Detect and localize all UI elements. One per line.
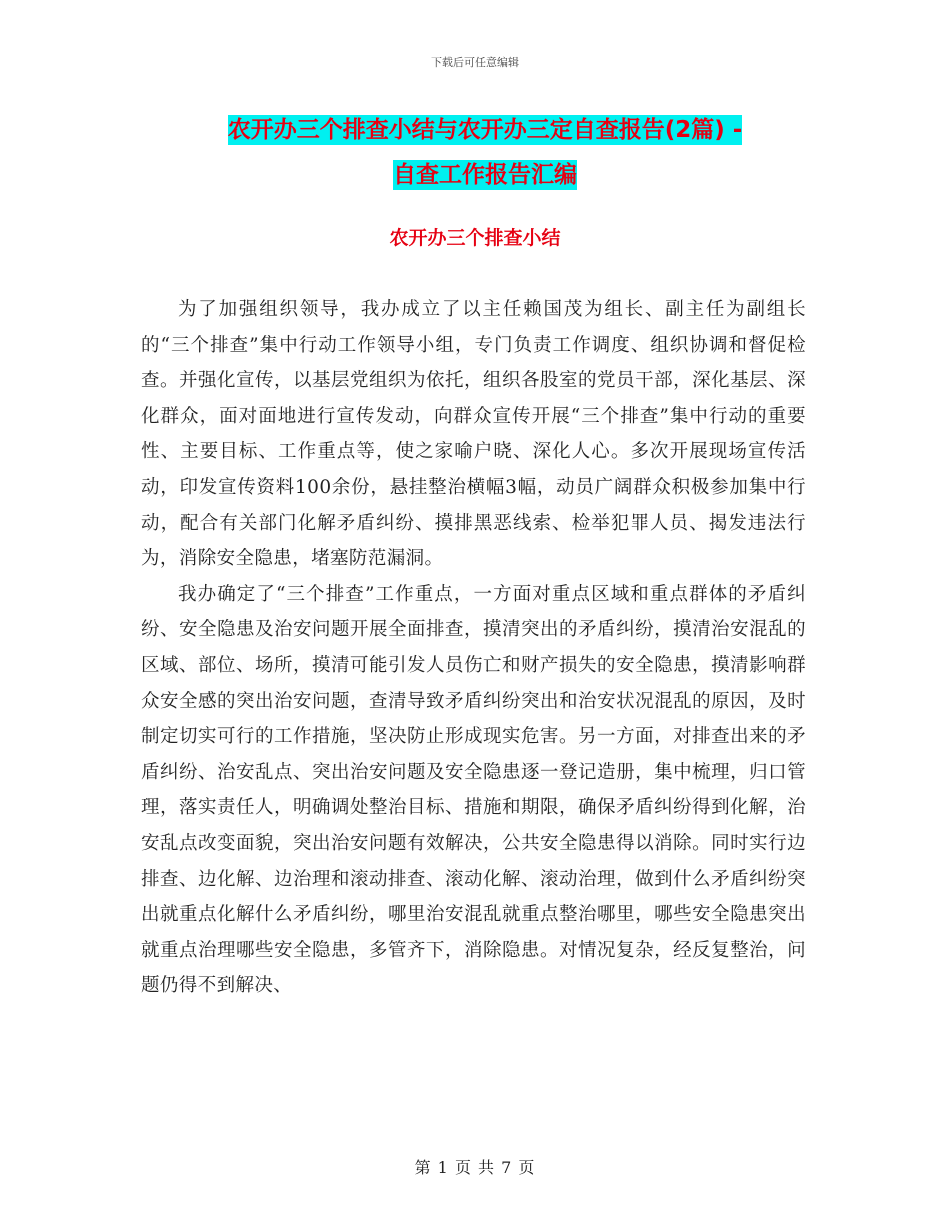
page-number-footer: 第 1 页 共 7 页: [414, 1158, 536, 1177]
body-paragraph-2: 我办确定了“三个排查”工作重点，一方面对重点区域和重点群体的矛盾纠纷、安全隐患及治安问题开展全面排查，摸清突出的矛盾纠纷，摸清治安混乱的区域、部位、场所，摸清可能引发人员伤亡和财产损失的安全隐患，摸清影响群众安全感的突出治安问题，查清导致矛盾纠纷突出和治安状况混乱的原因，及时制定切实可行的工作措施，坚决防止形成现实危害。另一方面，对排查出来的矛盾纠纷、治安乱点、突出治安问题及安全隐患逐一登记造册，集中梳理，归口管理，落实责任人，明确调处整治目标、措施和期限，确保矛盾纠纷得到化解，治安乱点改变面貌，突出治安问题有效解决，公共安全隐患得以消除。同时实行边排查、边化解、边治理和滚动排查、滚动化解、滚动治理，做到什么矛盾纠纷突出就重点化解什么矛盾纠纷，哪里治安混乱就重点整治哪里，哪些安全隐患突出就重点治理哪些安全隐患，多管齐下，消除隐患。对情况复杂，经反复整治，问题仍得不到解决、: [141, 583, 806, 997]
page-header-note: 下载后可任意编辑: [431, 56, 519, 69]
document-title-line-1: 农开办三个排查小结与农开办三定自查报告(2篇) -: [227, 117, 743, 143]
section-heading: 农开办三个排查小结: [389, 227, 561, 249]
document-title-line-2: 自查工作报告汇编: [393, 162, 577, 188]
document-title: [140, 108, 830, 198]
document-body: [141, 292, 806, 1004]
body-paragraph-1: 为了加强组织领导，我办成立了以主任赖国茂为组长、副主任为副组长的“三个排查”集中行动工作领导小组，专门负责工作调度、组织协调和督促检查。并强化宣传，以基层党组织为依托，组织各股室的党员干部，深化基层、深化群众，面对面地进行宣传发动，向群众宣传开展“三个排查”集中行动的重要性、主要目标、工作重点等，使之家喻户晓、深化人心。多次开展现场宣传活动，印发宣传资料100余份，悬挂整治横幅3幅，动员广阔群众积极参加集中行动，配合有关部门化解矛盾纠纷、摸排黑恶线索、检举犯罪人员、揭发违法行为，消除安全隐患，堵塞防范漏洞。: [141, 299, 806, 570]
